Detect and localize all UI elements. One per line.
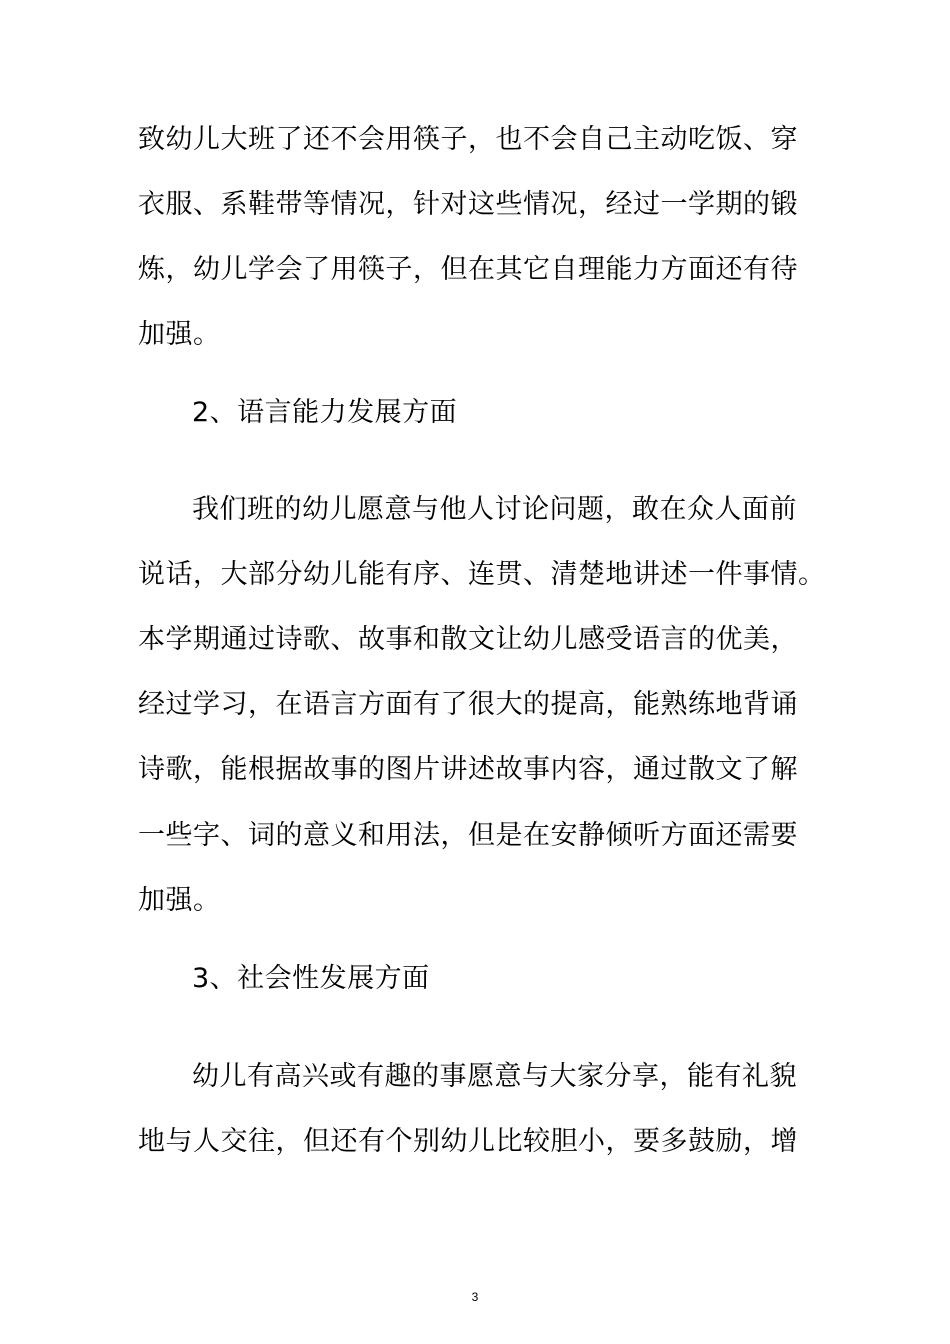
paragraph-line: 幼儿有高兴或有趣的事愿意与大家分享，能有礼貌 bbox=[192, 1061, 797, 1092]
paragraph-line: 加强。 bbox=[138, 319, 221, 350]
paragraph-line: 炼，幼儿学会了用筷子，但在其它自理能力方面还有待 bbox=[138, 254, 798, 285]
page-number: 3 bbox=[471, 1290, 479, 1304]
paragraph-line: 说话，大部分幼儿能有序、连贯、清楚地讲述一件事情。 bbox=[138, 559, 826, 590]
paragraph-line: 我们班的幼儿愿意与他人讨论问题，敢在众人面前 bbox=[192, 494, 797, 525]
paragraph-line: 本学期通过诗歌、故事和散文让幼儿感受语言的优美， bbox=[138, 624, 798, 655]
paragraph-line: 致幼儿大班了还不会用筷子，也不会自己主动吃饭、穿 bbox=[138, 124, 798, 155]
section-heading: 3、社会性发展方面 bbox=[192, 963, 430, 994]
paragraph-line: 加强。 bbox=[138, 885, 221, 916]
paragraph-line: 地与人交往，但还有个别幼儿比较胆小，要多鼓励，增 bbox=[138, 1126, 798, 1157]
paragraph-line: 诗歌，能根据故事的图片讲述故事内容，通过散文了解 bbox=[138, 754, 798, 785]
paragraph-line: 经过学习，在语言方面有了很大的提高，能熟练地背诵 bbox=[138, 689, 798, 720]
paragraph-line: 一些字、词的意义和用法，但是在安静倾听方面还需要 bbox=[138, 820, 798, 851]
section-heading: 2、语言能力发展方面 bbox=[192, 397, 458, 428]
paragraph-line: 衣服、系鞋带等情况，针对这些情况，经过一学期的锻 bbox=[138, 189, 798, 220]
